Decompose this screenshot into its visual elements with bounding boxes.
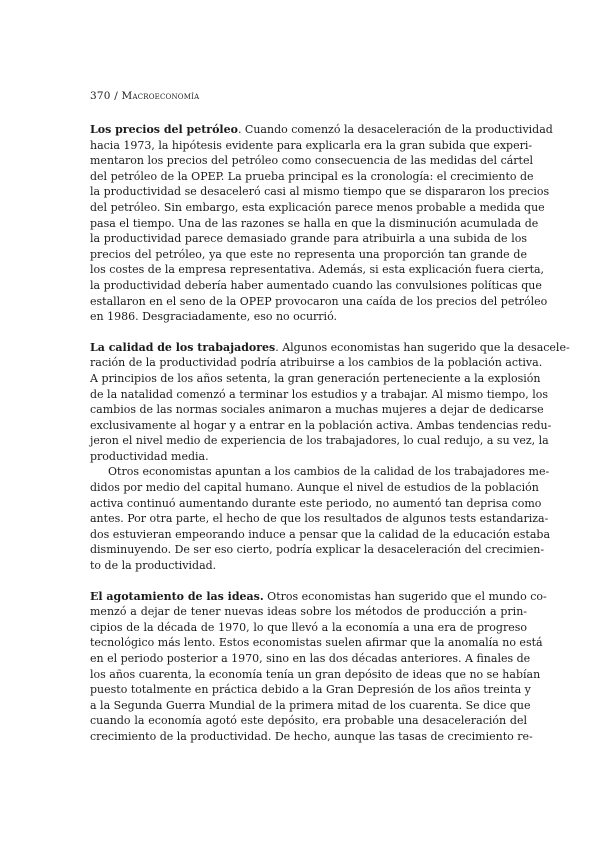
paragraph-ideas-depletion [90,589,547,745]
text-line: en 1986. Desgraciadamente, eso no ocurrió. [90,310,338,324]
text-line: menzó a dejar de tener nuevas ideas sobre los métodos de producción a prin- [90,605,527,619]
text-line: la productividad se desaceleró casi al mismo tiempo que se dispararon los precios [90,185,550,199]
text-line: cambios de las normas sociales animaron a muchas mujeres a dejar de dedicarse [90,403,544,417]
text-line: disminuyendo. De ser eso cierto, podría explicar la desaceleración del crecimien- [90,543,545,557]
text-line: precios del petróleo, ya que este no representa una proporción tan grande de [90,247,527,261]
text-line: del petróleo. Sin embargo, esta explicación parece menos probable a medida que [90,200,545,214]
text-line: dos estuvieran empeorando induce a pensar que la calidad de la educación estaba [90,527,551,541]
text-line: los costes de la empresa representativa. Además, si esta explicación fuera cierta, [90,263,545,277]
text-line: La calidad de los trabajadores. Algunos economistas han sugerido que la desacele- [90,340,570,354]
text-line: jeron el nivel medio de experiencia de los trabajadores, lo cual redujo, a su vez, la [90,434,549,448]
section-heading: La calidad de los trabajadores [90,340,276,354]
running-header [90,90,199,102]
text-line: productividad media. [90,449,209,463]
chapter-title: Macroeconomía [121,90,200,102]
text-line: Los precios del petróleo. Cuando comenzó la desaceleración de la productividad [90,123,553,136]
text-line: los años cuarenta, la economía tenía un gran depósito de ideas que no se habían [90,667,541,681]
text-line: Otros economistas apuntan a los cambios de la calidad de los trabajadores me- [108,465,550,479]
text-line: la productividad debería haber aumentado cuando las convulsiones políticas que [90,278,542,292]
paragraph-oil-prices [90,122,553,325]
text-line: to de la productividad. [90,559,217,573]
text-line: estallaron en el seno de la OPEP provocaron una caída de los precios del petróleo [90,294,548,308]
text-line: pasa el tiempo. Una de las razones se halla en que la disminución acumulada de [90,216,539,230]
text-line: puesto totalmente en práctica debido a la Gran Depresión de los años treinta y [90,683,531,697]
text-line: didos por medio del capital humano. Aunque el nivel de estudios de la población [90,481,539,495]
section-heading: Los precios del petróleo [90,123,238,136]
page-number: 370 [90,90,111,102]
text-line: exclusivamente al hogar y a entrar en la población activa. Ambas tendencias redu- [90,418,552,432]
section-heading: El agotamiento de las ideas. [90,589,264,603]
text-line: mentaron los precios del petróleo como consecuencia de las medidas del cártel [90,154,533,168]
text-line: de la natalidad comenzó a terminar los estudios y a trabajar. Al mismo tiempo, los [90,387,549,401]
text-line: ración de la productividad podría atribuirse a los cambios de la población activa. [90,356,543,370]
text-line: tecnológico más lento. Estos economistas suelen afirmar que la anomalía no está [90,636,543,650]
text-line: la productividad parece demasiado grande para atribuirla a una subida de los [90,232,527,246]
text-line: cipios de la década de 1970, lo que llevó a la economía a una era de progreso [90,620,527,634]
body-text [90,122,570,745]
text-line: crecimiento de la productividad. De hecho, aunque las tasas de crecimiento re- [90,729,533,743]
text-line: El agotamiento de las ideas. Otros economistas han sugerido que el mundo co- [90,589,547,603]
text-line: a la Segunda Guerra Mundial de la primera mitad de los cuarenta. Se dice que [90,698,531,712]
paragraph-worker-quality [90,340,570,574]
text-line: en el periodo posterior a 1970, sino en las dos décadas anteriores. A finales de [90,652,531,665]
text-line: A principios de los años setenta, la gran generación perteneciente a la explosión [90,371,541,385]
text-line: activa continuó aumentando durante este periodo, no aumentó tan deprisa como [90,496,542,510]
text-line: del petróleo de la OPEP. La prueba principal es la cronología: el crecimiento de [90,169,534,183]
text-line: antes. Por otra parte, el hecho de que los resultados de algunos tests estandariza- [90,512,549,526]
text-line: cuando la economía agotó este depósito, era probable una desaceleración del [90,714,527,728]
header-separator: / [114,90,118,102]
text-line: hacia 1973, la hipótesis evidente para explicarla era la gran subida que experi- [90,138,533,152]
